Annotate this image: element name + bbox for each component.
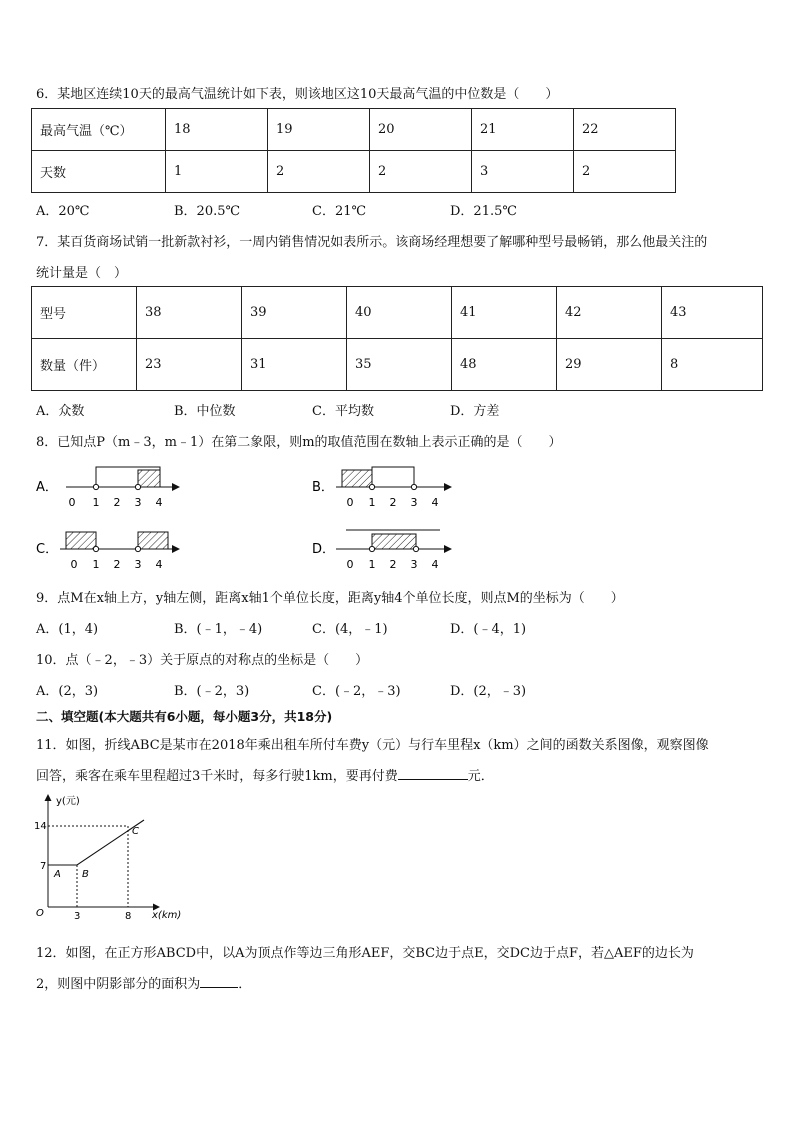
q6-temp-cell: 21 (472, 109, 574, 151)
q6-option-c[interactable]: C．21℃ (312, 204, 367, 219)
tick-label: 3 (410, 496, 418, 509)
q10-option-b[interactable]: B．(﹣2，3) (174, 684, 250, 699)
q10-stem: 10．点（﹣2，﹣3）关于原点的对称点的坐标是（ ） (36, 653, 369, 668)
x-tick-3: 3 (74, 911, 81, 922)
q7-stem-line1: 7．某百货商场试销一批新款衬衫，一周内销售情况如表所示。该商场经理想要了解哪种型号最畅销，那么他最关注的 (36, 235, 708, 250)
q11-line2-end: 元． (467, 769, 494, 784)
q9-option-a[interactable]: A．(1，4) (36, 622, 99, 637)
section-title: 二、填空题(本大题共有6小题，每小题3分，共18分) (36, 709, 333, 724)
q9-stem: 9．点M在x轴上方，y轴左侧，距离x轴1个单位长度，距离y轴4个单位长度，则点M的坐标为（ ） (36, 591, 624, 606)
y-tick-14: 14 (34, 821, 47, 832)
q6-header-temp: 最高气温（℃） (32, 109, 166, 151)
tick-label: 1 (92, 496, 100, 509)
q6-temp-cell: 18 (166, 109, 268, 151)
tick-label: 4 (431, 558, 439, 571)
q6-option-b[interactable]: B．20.5℃ (174, 204, 241, 219)
tick-label: 0 (346, 496, 354, 509)
q7-size-cell: 43 (662, 287, 763, 339)
q8-label-c: C． (36, 542, 59, 557)
q7-count-cell: 48 (452, 339, 557, 391)
q8-label-d: D． (312, 542, 336, 557)
q8-option-d-numberline[interactable] (312, 530, 450, 571)
tick-label: 3 (410, 558, 418, 571)
q10-option-d[interactable]: D．(2，﹣3) (450, 684, 527, 699)
tick-label: 4 (155, 558, 163, 571)
origin-label: O (36, 908, 44, 919)
tick-label: 1 (368, 558, 376, 571)
q12-line2-end: ． (238, 977, 252, 992)
tick-label: 2 (113, 496, 121, 509)
tick-label: 0 (68, 496, 76, 509)
q8-stem: 8．已知点P（m﹣3，m﹣1）在第二象限，则m的取值范围在数轴上表示正确的是（ ） (36, 435, 562, 450)
q6-temp-cell: 19 (268, 109, 370, 151)
tick-label: 1 (368, 496, 376, 509)
tick-label: 2 (113, 558, 121, 571)
q7-size-cell: 38 (137, 287, 242, 339)
q8-option-a-numberline[interactable] (36, 467, 178, 509)
q7-table (31, 286, 763, 391)
q6-days-cell: 2 (574, 151, 676, 193)
q6-days-cell: 2 (370, 151, 472, 193)
q12-answer-blank[interactable] (200, 975, 238, 988)
q7-size-cell: 41 (452, 287, 557, 339)
q7-size-cell: 40 (347, 287, 452, 339)
q11-graph (30, 792, 190, 927)
q6-options (36, 200, 588, 219)
q8-number-lines (30, 462, 770, 577)
q7-size-cell: 39 (242, 287, 347, 339)
tick-label: 3 (134, 558, 142, 571)
q8-option-c-numberline[interactable] (36, 532, 178, 571)
q7-option-b[interactable]: B．中位数 (174, 404, 236, 419)
q12-line1: 12．如图，在正方形ABCD中，以A为顶点作等边三角形AEF，交BC边于点E，交DC边于点F，若△AEF的边长为 (36, 946, 694, 961)
tick-label: 2 (389, 558, 397, 571)
tick-label: 2 (389, 496, 397, 509)
tick-label: 0 (70, 558, 78, 571)
q7-header-count: 数量（件） (32, 339, 137, 391)
q7-count-cell: 8 (662, 339, 763, 391)
q6-days-cell: 3 (472, 151, 574, 193)
q10-options (36, 680, 588, 699)
point-b-label: B (82, 869, 89, 880)
q6-temp-cell: 22 (574, 109, 676, 151)
q6-option-a[interactable]: A．20℃ (36, 204, 90, 219)
q7-size-cell: 42 (557, 287, 662, 339)
q7-option-d[interactable]: D．方差 (450, 404, 500, 419)
x-tick-8: 8 (125, 911, 132, 922)
q7-option-a[interactable]: A．众数 (36, 404, 85, 419)
q7-count-cell: 35 (347, 339, 452, 391)
tick-label: 0 (346, 558, 354, 571)
q11-answer-blank[interactable] (398, 767, 468, 780)
q9-option-b[interactable]: B．(﹣1，﹣4) (174, 622, 263, 637)
q8-option-b-numberline[interactable] (312, 467, 450, 509)
q11-line1: 11．如图，折线ABC是某市在2018年乘出租车所付车费y（元）与行车里程x（km）之间的函数关系图像，观察图像 (36, 738, 709, 753)
q7-stem-line2: 统计量是（ ） (36, 266, 128, 281)
q7-count-cell: 23 (137, 339, 242, 391)
q9-option-c[interactable]: C．(4，﹣1) (312, 622, 388, 637)
q6-stem: 6．某地区连续10天的最高气温统计如下表，则该地区这10天最高气温的中位数是（ ） (36, 87, 559, 102)
q11-line2-text: 回答，乘客在乘车里程超过3千米时，每多行驶1km，要再付费 (36, 769, 398, 784)
q6-temp-cell: 20 (370, 109, 472, 151)
q7-count-cell: 31 (242, 339, 347, 391)
q8-label-b: B． (312, 480, 334, 495)
tick-label: 3 (134, 496, 142, 509)
q9-options (36, 618, 588, 637)
point-c-label: C (132, 826, 139, 837)
q7-option-c[interactable]: C．平均数 (312, 404, 374, 419)
tick-label: 1 (92, 558, 100, 571)
tick-label: 4 (431, 496, 439, 509)
q7-header-size: 型号 (32, 287, 137, 339)
point-a-label: A (54, 869, 61, 880)
q11-line2 (36, 765, 494, 784)
q12-line2 (36, 973, 251, 992)
q6-header-days: 天数 (32, 151, 166, 193)
y-axis-label: y(元) (56, 796, 80, 807)
q7-options (36, 400, 588, 419)
fare-polyline (48, 820, 144, 865)
x-axis-label: x(km) (152, 910, 182, 921)
q10-option-a[interactable]: A．(2，3) (36, 684, 99, 699)
q12-line2-text: 2，则图中阴影部分的面积为 (36, 977, 201, 992)
q7-count-cell: 29 (557, 339, 662, 391)
q6-option-d[interactable]: D．21.5℃ (450, 204, 517, 219)
q9-option-d[interactable]: D．(﹣4，1) (450, 622, 527, 637)
tick-label: 4 (155, 496, 163, 509)
q6-table (31, 108, 676, 193)
q10-option-c[interactable]: C．(﹣2，﹣3) (312, 684, 401, 699)
q6-days-cell: 1 (166, 151, 268, 193)
y-tick-7: 7 (40, 861, 47, 872)
q8-label-a: A． (36, 480, 58, 495)
q6-days-cell: 2 (268, 151, 370, 193)
